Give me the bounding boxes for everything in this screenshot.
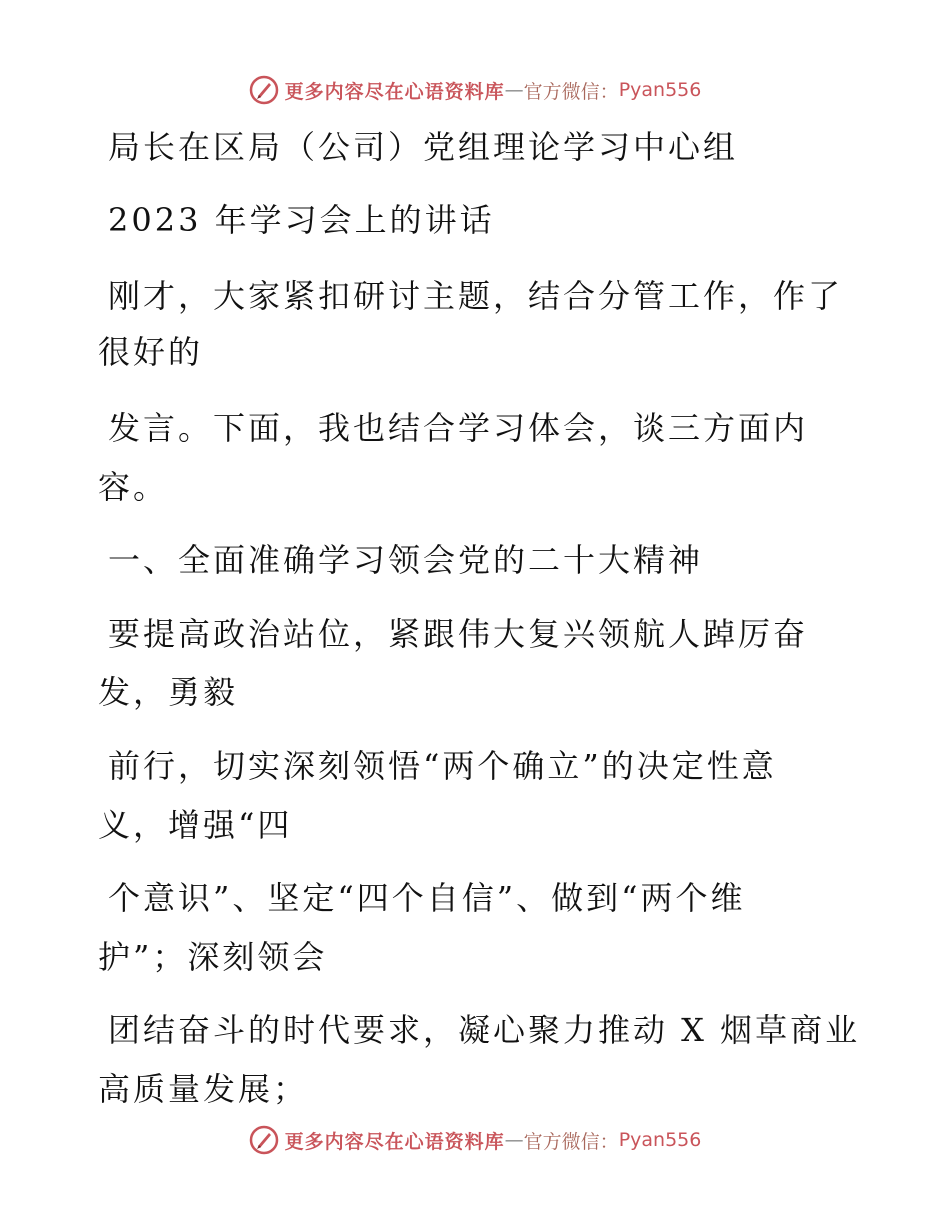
text-line: 义，增强“四 <box>98 806 293 844</box>
text-line: 团结奋斗的时代要求，凝心聚力推动 X 烟草商业 <box>108 1011 861 1049</box>
quill-logo-icon <box>249 1125 279 1155</box>
banner-separator: — <box>504 79 524 101</box>
text-line: 刚才，大家紧扣研讨主题，结合分管工作，作了 <box>108 277 844 315</box>
text-line: 护”；深刻领会 <box>98 938 328 976</box>
title-line-2: 2023 年学习会上的讲话 <box>108 201 495 239</box>
text-line: 发，勇毅 <box>98 673 239 711</box>
text-line: 前行，切实深刻领悟“两个确立”的决定性意 <box>108 747 777 785</box>
banner-separator: — <box>504 1129 524 1151</box>
banner-site-name: 更多内容尽在心语资料库 <box>284 1130 505 1153</box>
text-line: 个意识”、坚定“四个自信”、做到“两个维 <box>108 879 746 917</box>
text-line: 发言。下面，我也结合学习体会，谈三方面内 <box>108 409 809 447</box>
banner-wechat-label: 官方微信： <box>523 80 619 103</box>
text-line: 容。 <box>98 468 169 506</box>
banner-wechat-id: Pyan556 <box>618 79 702 101</box>
text-line: 高质量发展； <box>98 1070 309 1108</box>
footer-banner <box>0 1120 950 1160</box>
text-line: 很好的 <box>98 333 204 371</box>
header-banner <box>0 70 950 110</box>
banner-wechat-label: 官方微信： <box>523 1130 619 1153</box>
banner-site-name: 更多内容尽在心语资料库 <box>284 80 505 103</box>
banner-wechat-id: Pyan556 <box>618 1129 702 1151</box>
title-line-1: 局长在区局（公司）党组理论学习中心组 <box>108 128 739 166</box>
quill-logo-icon <box>249 75 279 105</box>
text-line: 要提高政治站位，紧跟伟大复兴领航人踔厉奋 <box>108 615 809 653</box>
section-heading: 一、全面准确学习领会党的二十大精神 <box>108 541 704 579</box>
